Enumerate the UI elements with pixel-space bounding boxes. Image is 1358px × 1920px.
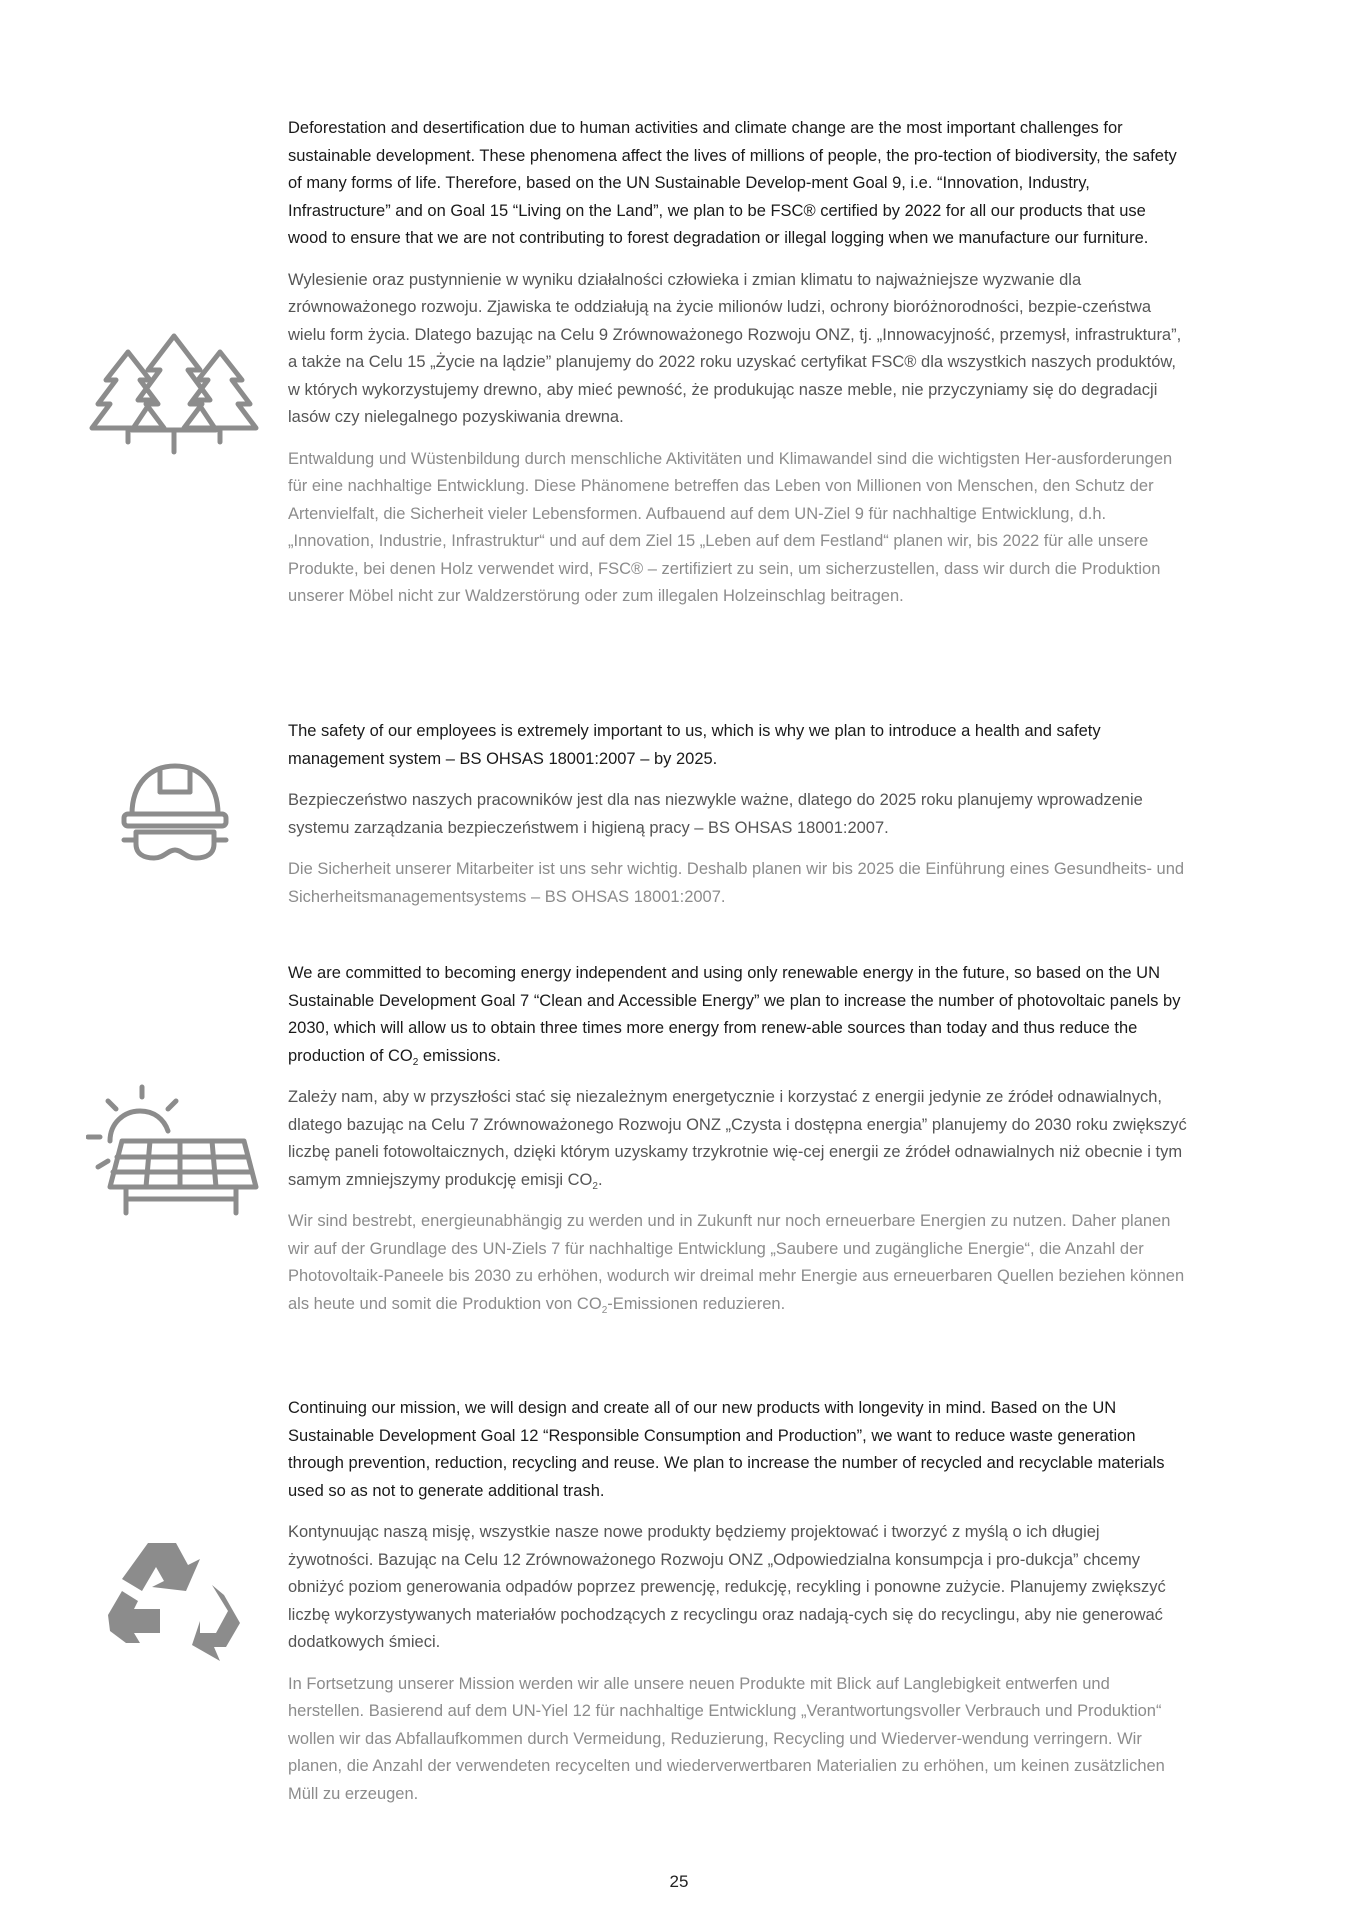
paragraph-german: Entwaldung und Wüstenbildung durch menschliche Aktivitäten und Klimawandel sind die wichtigsten Her-ausforderungen für eine nachhaltige Entwicklung. Diese Phänomene betreffen das Leben von Millionen von Menschen, den Schutz der Artenvielfalt, die Sicherheit vieler Lebensformen. Aufbauend auf dem UN-Ziel 9 für nachhaltige Entwicklung, d.h. „Innovation, Industrie, Infrastruktur“ und auf dem Ziel 15 „Leben auf dem Festland“ planen wir, bis 2022 für alle unsere Produkte, bei denen Holz verwendet wird, FSC® – zertifiziert zu sein, um sicherzustellen, dass wir durch die Produktion unserer Möbel nicht zur Waldzerstörung oder zum illegalen Holzeinschlag beitragen.: [288, 449, 1173, 605]
paragraph-polish: Kontynuując naszą misję, wszystkie nasze nowe produkty będziemy projektować i tworzyć z myślą o ich długiej żywotności. Bazując na Celu 12 Zrównoważonego Rozwoju ONZ „Odpowiedzialna konsumpcja i pro-dukcja” chcemy obniżyć poziom generowania odpadów poprzez prewencję, redukcję, recykling i ponowne zużycie. Planujemy zwiększyć liczbę wykorzystywanych materiałów pochodzących z recyclingu oraz nadają-cych się do recyclingu, aby nie generować dodatkowych śmieci.: [288, 1523, 1166, 1651]
paragraph-english: Continuing our mission, we will design and create all of our new products with longevity in mind. Based on the UN Sustainable Development Goal 12 “Responsible Consumption and Production”, we want to reduce waste generation through prevention, reduction, recycling and reuse. We plan to increase the number of recycled and recyclable materials used so as not to generate additional trash.: [288, 1399, 1165, 1500]
paragraph-german: In Fortsetzung unserer Mission werden wir alle unsere neuen Produkte mit Blick auf Langlebigkeit entwerfen und herstellen. Basierend auf dem UN-Yiel 12 für nachhaltige Entwicklung „Verantwortungsvoller Verbrauch und Produktion“ wollen wir das Abfallaufkommen durch Vermeidung, Reduzierung, Recycling und Wiederver-wendung verringern. Wir planen, die Anzahl der verwendeten recycelten und wiederverwertbaren Materialien zu erhöhen, um keinen zusätzlichen Müll zu erzeugen.: [288, 1674, 1165, 1803]
paragraph-german: Wir sind bestrebt, energieunabhängig zu werden und in Zukunft nur noch erneuerbare Energien zu nutzen. Daher planen wir auf der Grundlage des UN-Ziels 7 für nachhaltige Entwicklung „Saubere und zugängliche Energie“, die Anzahl der Photovoltaik-Paneele bis 2030 zu erhöhen, wodurch wir dreimal mehr Energie aus erneuerbaren Quellen beziehen können als heute und somit die Produktion von $CO_2$-Emissionen reduzieren.: [288, 1212, 1185, 1316]
paragraph-german: Die Sicherheit unserer Mitarbeiter ist uns sehr wichtig. Deshalb planen wir bis 2025 die Einführung eines Gesundheits- und Sicherheitsmanagementsystems – BS OHSAS 18001:2007.: [288, 860, 1185, 906]
page-number: 25: [669, 1872, 689, 1891]
section-energy: [288, 960, 1188, 1332]
paragraph-polish: Bezpieczeństwo naszych pracowników jest dla nas niezwykle ważne, dlatego do 2025 roku planujemy wprowadzenie systemu zarządzania bezpieczeństwem i higieną pracy – BS OHSAS 18001:2007.: [288, 791, 1143, 837]
section-recycling: [288, 1395, 1188, 1822]
solar-panel-sun-icon: [86, 1083, 261, 1218]
trees-icon: [88, 330, 260, 458]
hard-hat-goggles-icon: [120, 762, 230, 862]
paragraph-polish: Zależy nam, aby w przyszłości stać się niezależnym energetycznie i korzystać z energii jedynie ze źródeł odnawialnych, dlatego bazując na Celu 7 Zrównoważonego Rozwoju ONZ „Czysta i dostępna energia” planujemy do 2030 roku zwiększyć liczbę paneli fotowoltaicznych, dzięki którym uzyskamy trzykrotnie wię-cej energii ze źródeł odnawialnych niż obecnie i tym samym zmniejszymy produkcję emisji $CO_2$.: [288, 1088, 1187, 1192]
paragraph-polish: Wylesienie oraz pustynnienie w wyniku działalności człowieka i zmian klimatu to najważniejsze wyzwanie dla zrównoważonego rozwoju. Zjawiska te oddziałują na życie milionów ludzi, ochrony bioróżnorodności, bezpie-czeństwa wielu form życia. Dlatego bazując na Celu 9 Zrównoważonego Rozwoju ONZ, tj. „Innowacyjność, przemysł, infrastruktura”, a także na Celu 15 „Życie na lądzie” planujemy do 2022 roku uzyskać certyfikat FSC® dla wszystkich naszych produktów, w których wykorzystujemy drewno, aby mieć pewność, że produkując nasze meble, nie przyczyniamy się do degradacji lasów czy nielegalnego pozyskiwania drewna.: [288, 270, 1182, 426]
section-safety: [288, 718, 1188, 925]
paragraph-english: The safety of our employees is extremely important to us, which is why we plan to introduce a health and safety management system – BS OHSAS 18001:2007 – by 2025.: [288, 722, 1101, 768]
paragraph-english: Deforestation and desertification due to human activities and climate change are the most important challenges for sustainable development. These phenomena affect the lives of millions of people, the pro-tection of biodiversity, the safety of many forms of life. Therefore, based on the UN Sustainable Develop-ment Goal 9, i.e. “Innovation, Industry, Infrastructure” and on Goal 15 “Living on the Land”, we plan to be FSC® certified by 2022 for all our products that use wood to ensure that we are not contributing to forest degradation or illegal logging when we manufacture our furniture.: [288, 119, 1177, 247]
paragraph-english: We are committed to becoming energy independent and using only renewable energy in the future, so based on the UN Sustainable Development Goal 7 “Clean and Accessible Energy” we plan to increase the number of photovoltaic panels by 2030, which will allow us to obtain three times more energy from renew-able sources than today and thus reduce the production of $CO_2$ emissions.: [288, 964, 1181, 1068]
recycle-icon: [104, 1535, 244, 1665]
section-forest: [288, 115, 1188, 625]
